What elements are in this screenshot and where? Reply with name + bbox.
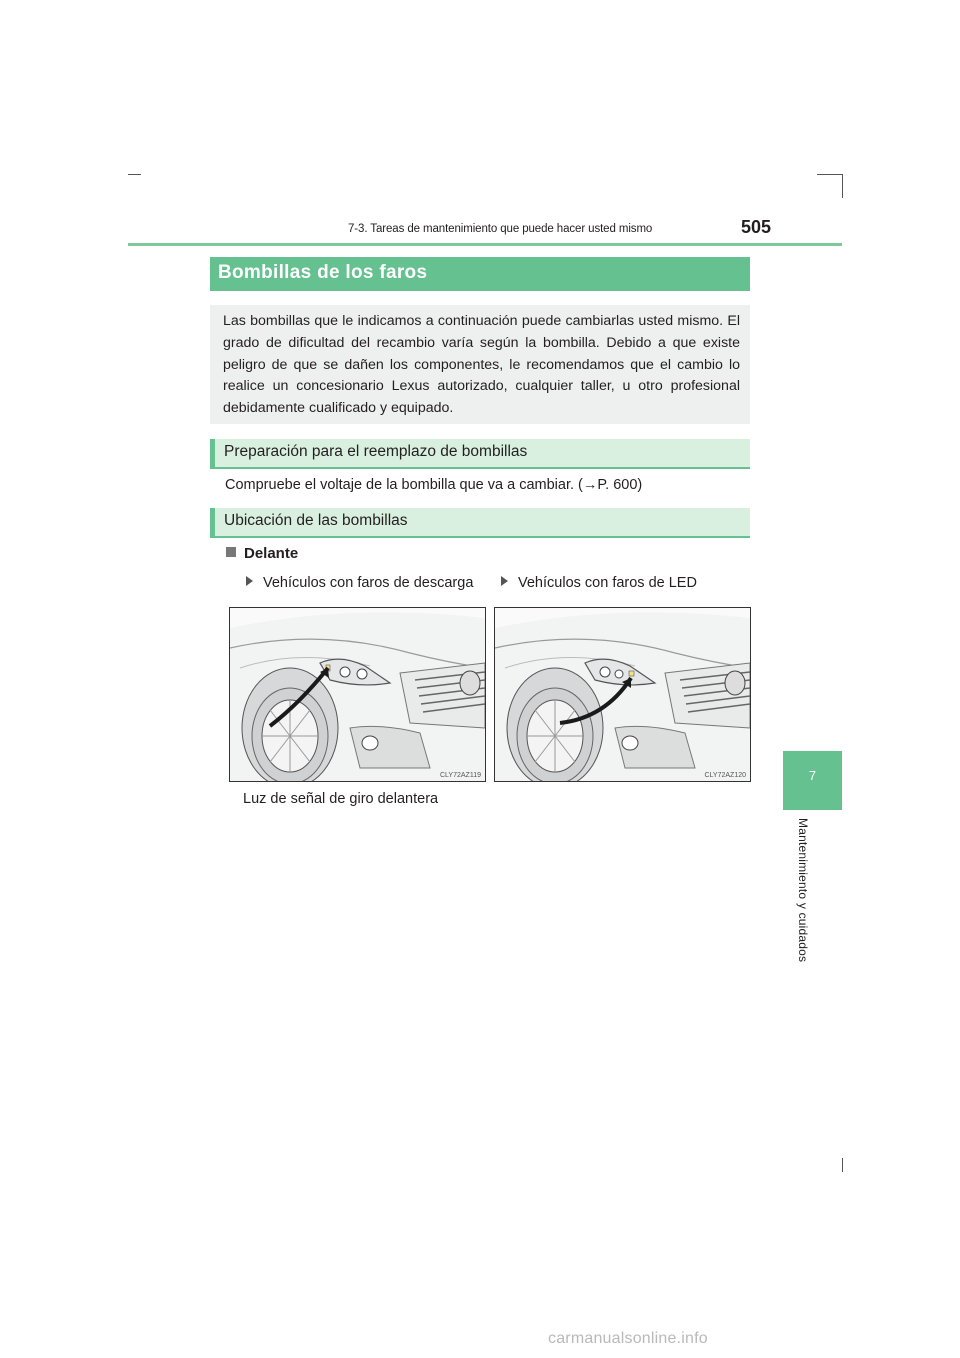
running-header: 7-3. Tareas de mantenimiento que puede hacer usted mismo: [348, 223, 653, 235]
headlight-figure-led: [494, 607, 751, 782]
triangle-bullet-icon: [501, 576, 508, 586]
figure-label-led: [501, 575, 697, 591]
subheading-front: [226, 545, 298, 562]
prep-text: Compruebe el voltaje de la bombilla que va a cambiar. (→P. 600): [225, 477, 643, 493]
car-front-illustration: [495, 608, 750, 781]
subheading-text: Delante: [244, 545, 299, 562]
chapter-number: 7: [808, 768, 817, 783]
crop-mark: [842, 174, 843, 198]
section-heading-location: Ubicación de las bombillas: [224, 512, 408, 529]
figure-code: CLY72AZ120: [704, 772, 746, 779]
car-front-illustration: [230, 608, 485, 781]
crop-mark: [817, 174, 842, 175]
header-rule: [128, 243, 842, 246]
figure-label-text: Vehículos con faros de descarga: [263, 575, 474, 591]
section-heading-prep: Preparación para el reemplazo de bombillas: [224, 443, 528, 460]
figure-caption: Luz de señal de giro delantera: [243, 791, 439, 807]
section-accent: [210, 439, 215, 469]
headlight-figure-discharge: [229, 607, 486, 782]
square-bullet-icon: [226, 547, 236, 557]
figure-label-discharge: [246, 575, 473, 591]
watermark: carmanualsonline.info: [548, 1330, 708, 1347]
figure-code: CLY72AZ119: [440, 772, 481, 779]
page-number: 505: [741, 217, 772, 237]
figure-label-text: Vehículos con faros de LED: [518, 575, 697, 591]
chapter-label: Mantenimiento y cuidados: [796, 818, 810, 963]
section-accent: [210, 508, 215, 538]
triangle-bullet-icon: [246, 576, 253, 586]
crop-mark: [128, 174, 141, 175]
intro-text: Las bombillas que le indicamos a continuación puede cambiarlas usted mismo. El grado de dificultad del recambio varía según la bombilla. Debido a que existe peligro de que se dañen los componentes, le recomendamos que el cambio lo realice un concesionario Lexus autorizado, cualquier taller, u otro profesional debidamente cualificado y equipado.: [223, 313, 740, 417]
crop-mark: [842, 1158, 843, 1172]
page-title: Bombillas de los faros: [218, 262, 428, 283]
